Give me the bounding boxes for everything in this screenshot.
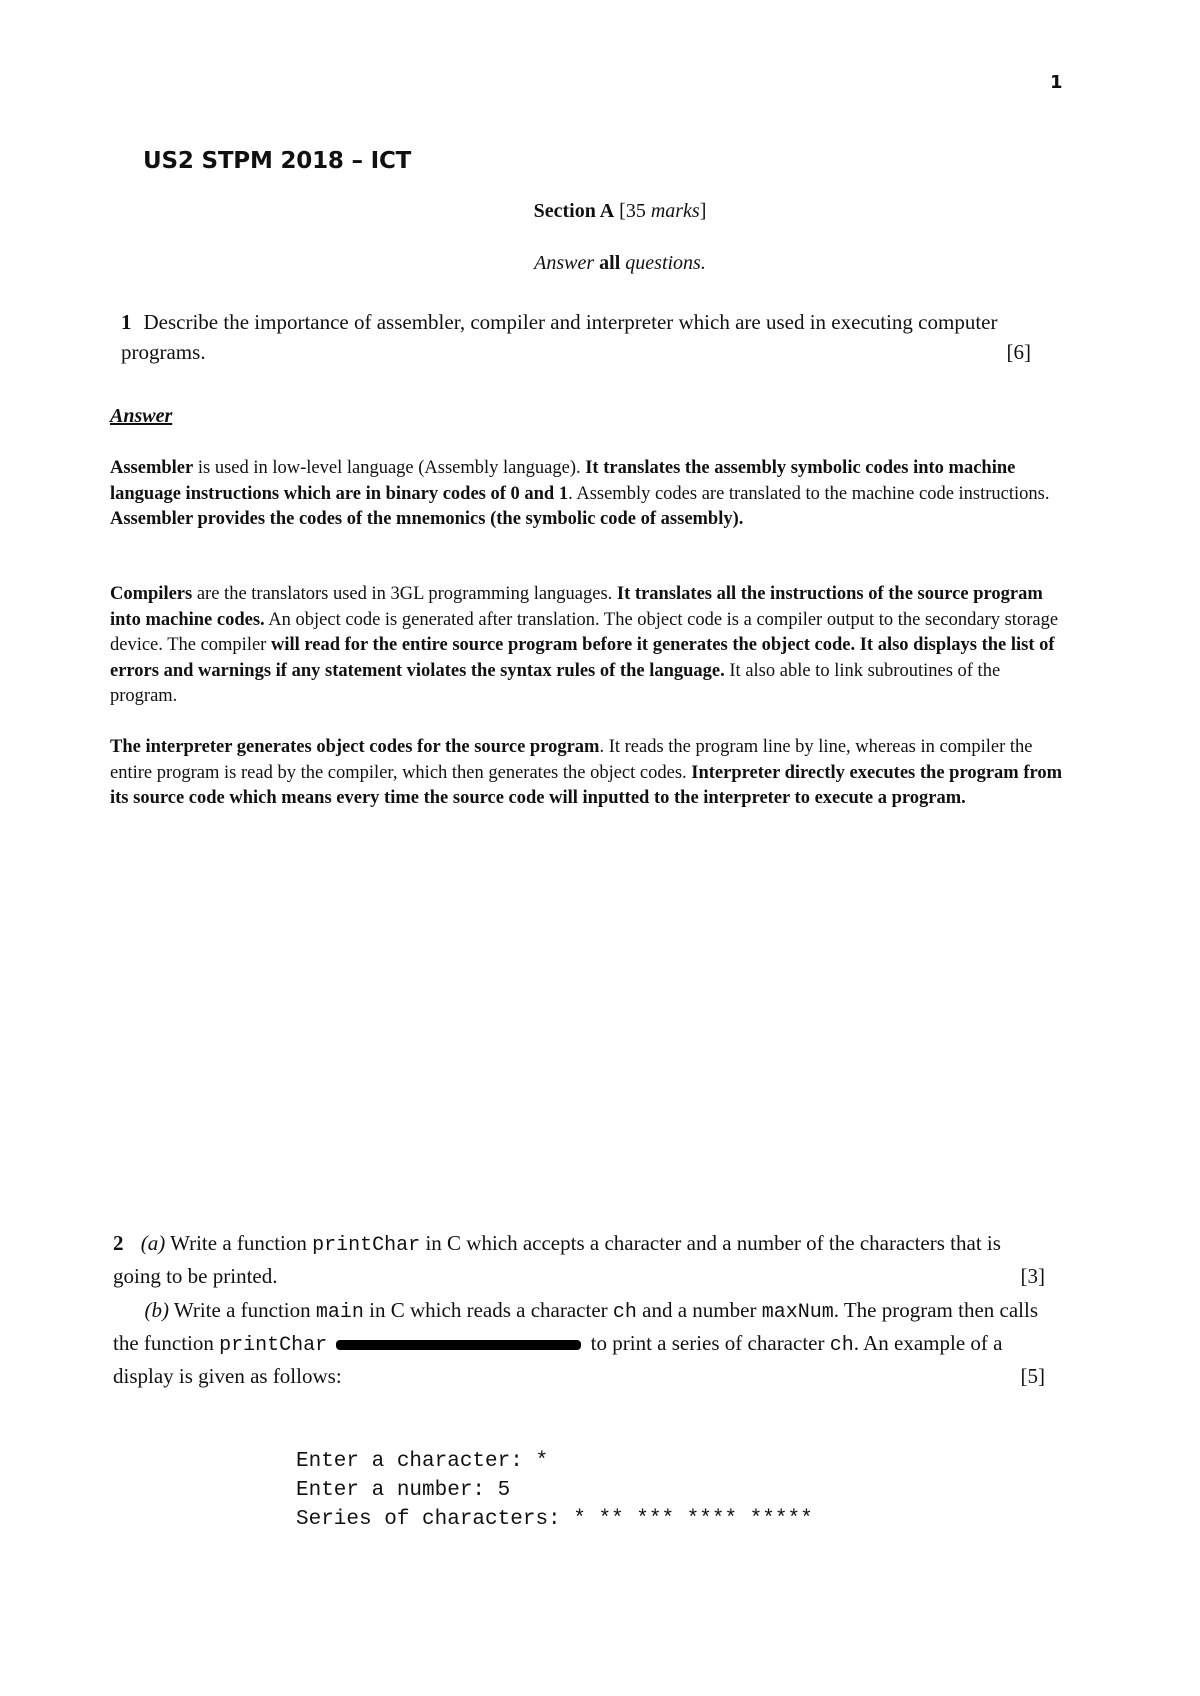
section-instruction: Answer all questions. — [534, 252, 706, 274]
question-2a: 2 (a) Write a function printChar in C which accepts a character and a number of the characters that is going to be printed. [3] — [113, 1228, 1045, 1291]
document-title: US2 STPM 2018 – ICT — [143, 148, 412, 174]
answer-paragraph-compiler — [110, 582, 1070, 710]
text-run: Assembler — [110, 458, 194, 478]
text-run: The interpreter generates object codes for the source program — [110, 737, 600, 757]
question-1-text: Describe the importance of assembler, compiler and interpreter which are used in executing computer programs. — [121, 310, 998, 364]
text-run: will read for the entire source program before it generates the object code. It also displays the list of errors and warnings if any statement violates the syntax rules of the language. — [110, 635, 1055, 681]
text-run: . Assembly codes are translated to the machine code instructions. — [568, 483, 1050, 504]
question-1-number: 1 — [121, 310, 132, 334]
text-run: An object code is generated after translation. The object code is a compiler output to the secondary storage device. The compiler — [110, 609, 1059, 655]
text-run: . It reads the program line by line, whereas in compiler the entire program is read by the compiler, which then generates the object codes. — [110, 737, 1033, 783]
section-marks: [35 marks] — [619, 200, 707, 222]
page-number: 1 — [1050, 72, 1063, 93]
sample-output-block — [296, 1418, 813, 1563]
text-run: is used in low-level language (Assembly language). — [193, 458, 586, 478]
section-heading — [0, 200, 1200, 223]
section-name: Section A — [533, 200, 615, 222]
redaction-mark — [336, 1340, 581, 1350]
answer-paragraph-assembler — [110, 456, 1070, 533]
text-run: It translates all the instructions of the source program into machine codes. — [110, 584, 1043, 630]
answer-paragraph-interpreter — [110, 735, 1070, 812]
text-run: Interpreter directly executes the program from its source code which means every time the source code will inputted to the interpreter to execute a program. — [110, 762, 1063, 808]
text-run: Compilers — [110, 584, 193, 604]
question-2a-marks: [3] — [1020, 1264, 1045, 1288]
question-2-number: 2 — [113, 1231, 124, 1255]
answer-label: Answer — [110, 405, 173, 427]
question-2b-marks: [5] — [1020, 1364, 1045, 1388]
code-printChar: printChar — [312, 1234, 421, 1257]
sample-output-line: Enter a character: * — [296, 1450, 549, 1473]
question-2b: (b) Write a function main in C which reads a character ch and a number maxNum. The program then calls the function printChar to print a series of character ch. An example of a display is given as follows: [5] — [113, 1295, 1045, 1391]
question-1 — [121, 307, 1031, 367]
sample-output-line: Enter a number: 5 — [296, 1479, 511, 1502]
text-run: Assembler provides the codes of the mnemonics (the symbolic code of assembly). — [110, 509, 744, 529]
text-run: It translates the assembly symbolic codes into machine language instructions which are in binary codes of 0 and 1 — [110, 458, 1016, 504]
text-run: It also able to link subroutines of the program. — [110, 660, 1001, 706]
text-run: are the translators used in 3GL programming languages. — [192, 584, 617, 604]
question-1-marks: [6] — [1006, 340, 1031, 364]
sample-output-line: Series of characters: * ** *** **** ***** — [296, 1508, 813, 1531]
